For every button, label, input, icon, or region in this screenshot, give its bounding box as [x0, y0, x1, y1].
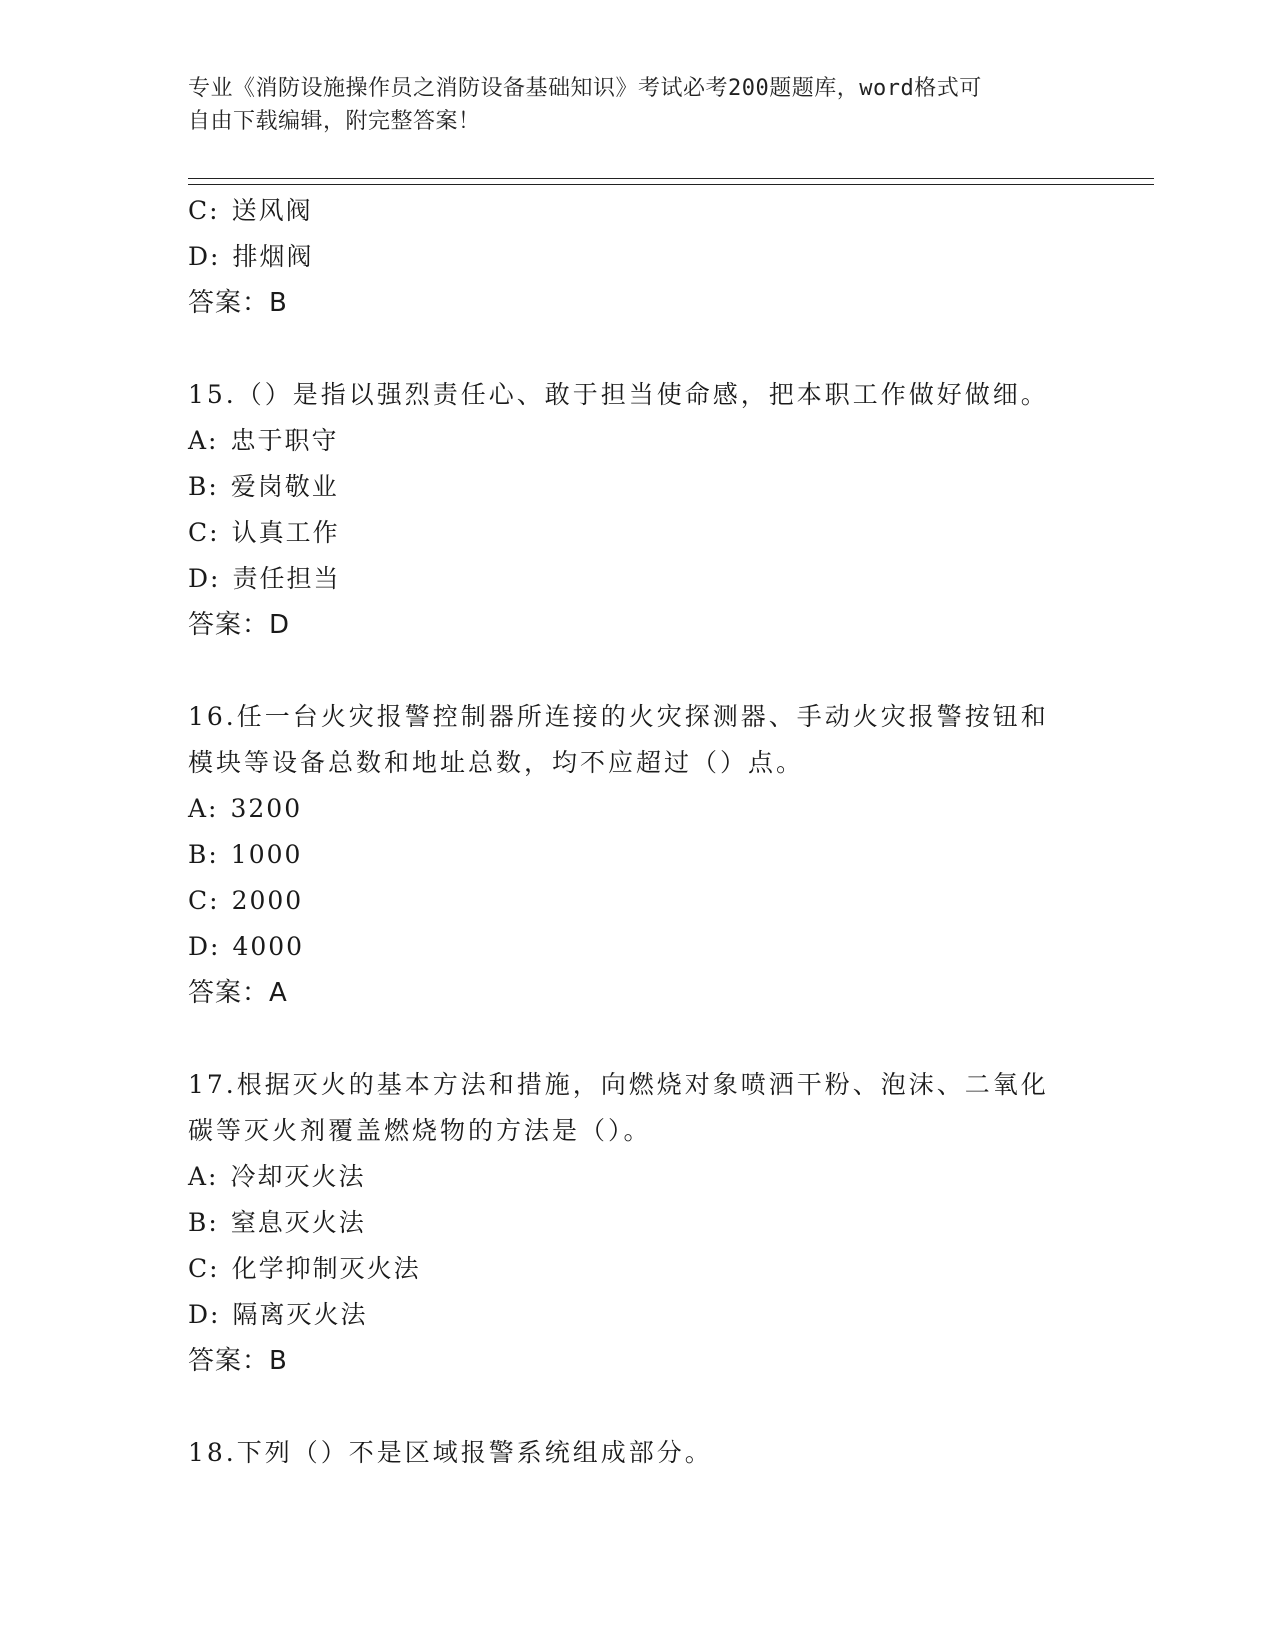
option-item — [188, 556, 1088, 602]
question-text — [188, 372, 1088, 418]
spacer — [188, 326, 1088, 372]
option-item — [188, 1154, 1088, 1200]
header-line-1: 专业《消防设施操作员之消防设备基础知识》考试必考200题题库，word格式可 — [188, 76, 982, 101]
option-label: B: — [188, 840, 219, 869]
option-label: C: — [188, 196, 220, 225]
option-item — [188, 234, 1088, 280]
question-text — [188, 1062, 1088, 1154]
option-text: 送风阀 — [231, 196, 313, 225]
question-text — [188, 1430, 1088, 1476]
header-rule-top — [188, 178, 1154, 179]
option-item — [188, 464, 1088, 510]
answer-line: 答案：B — [188, 288, 288, 318]
answer-line: 答案：D — [188, 610, 291, 640]
option-item — [188, 786, 1088, 832]
question-text-line: 模块等设备总数和地址总数，均不应超过（）点。 — [188, 748, 805, 777]
option-label: B: — [188, 472, 219, 501]
option-text: 排烟阀 — [232, 242, 314, 271]
option-text: 爱岗敬业 — [230, 472, 339, 501]
option-text: 责任担当 — [232, 564, 341, 593]
option-label: D: — [188, 242, 221, 271]
option-text: 化学抑制灭火法 — [231, 1254, 421, 1283]
option-text: 1000 — [230, 840, 303, 869]
option-label: A: — [188, 426, 219, 455]
option-item — [188, 924, 1088, 970]
header-rule-bottom — [188, 184, 1154, 185]
option-label: B: — [188, 1208, 219, 1237]
option-item — [188, 1200, 1088, 1246]
header-line-2: 自由下载编辑，附完整答案！ — [188, 109, 481, 134]
option-label: C: — [188, 886, 220, 915]
document-header — [188, 72, 1068, 138]
option-label: D: — [188, 564, 221, 593]
option-item — [188, 418, 1088, 464]
option-label: C: — [188, 1254, 220, 1283]
option-item — [188, 878, 1088, 924]
question-text-line: 15.（）是指以强烈责任心、敢于担当使命感，把本职工作做好做细。 — [188, 380, 1049, 409]
spacer — [188, 1384, 1088, 1430]
spacer — [188, 648, 1088, 694]
option-text: 隔离灭火法 — [232, 1300, 368, 1329]
option-text: 2000 — [231, 886, 304, 915]
option-text: 4000 — [232, 932, 305, 961]
option-item — [188, 1292, 1088, 1338]
question-text-line: 18.下列（）不是区域报警系统组成部分。 — [188, 1438, 713, 1467]
option-text: 窒息灭火法 — [230, 1208, 366, 1237]
option-label: C: — [188, 518, 220, 547]
option-label: D: — [188, 932, 221, 961]
question-text — [188, 694, 1088, 786]
question-list — [188, 188, 1088, 1476]
option-item — [188, 832, 1088, 878]
answer-line: 答案：A — [188, 978, 288, 1008]
option-item — [188, 510, 1088, 556]
option-item — [188, 188, 1088, 234]
spacer — [188, 1016, 1088, 1062]
option-text: 忠于职守 — [230, 426, 339, 455]
question-text-line: 16.任一台火灾报警控制器所连接的火灾探测器、手动火灾报警按钮和 — [188, 702, 1049, 731]
option-label: A: — [188, 1162, 219, 1191]
option-text: 冷却灭火法 — [230, 1162, 366, 1191]
answer-line: 答案：B — [188, 1346, 288, 1376]
question-text-line: 碳等灭火剂覆盖燃烧物的方法是（）。 — [188, 1116, 652, 1145]
option-text: 3200 — [230, 794, 303, 823]
option-text: 认真工作 — [231, 518, 340, 547]
option-label: D: — [188, 1300, 221, 1329]
question-text-line: 17.根据灭火的基本方法和措施，向燃烧对象喷洒干粉、泡沫、二氧化 — [188, 1070, 1049, 1099]
option-label: A: — [188, 794, 219, 823]
option-item — [188, 1246, 1088, 1292]
